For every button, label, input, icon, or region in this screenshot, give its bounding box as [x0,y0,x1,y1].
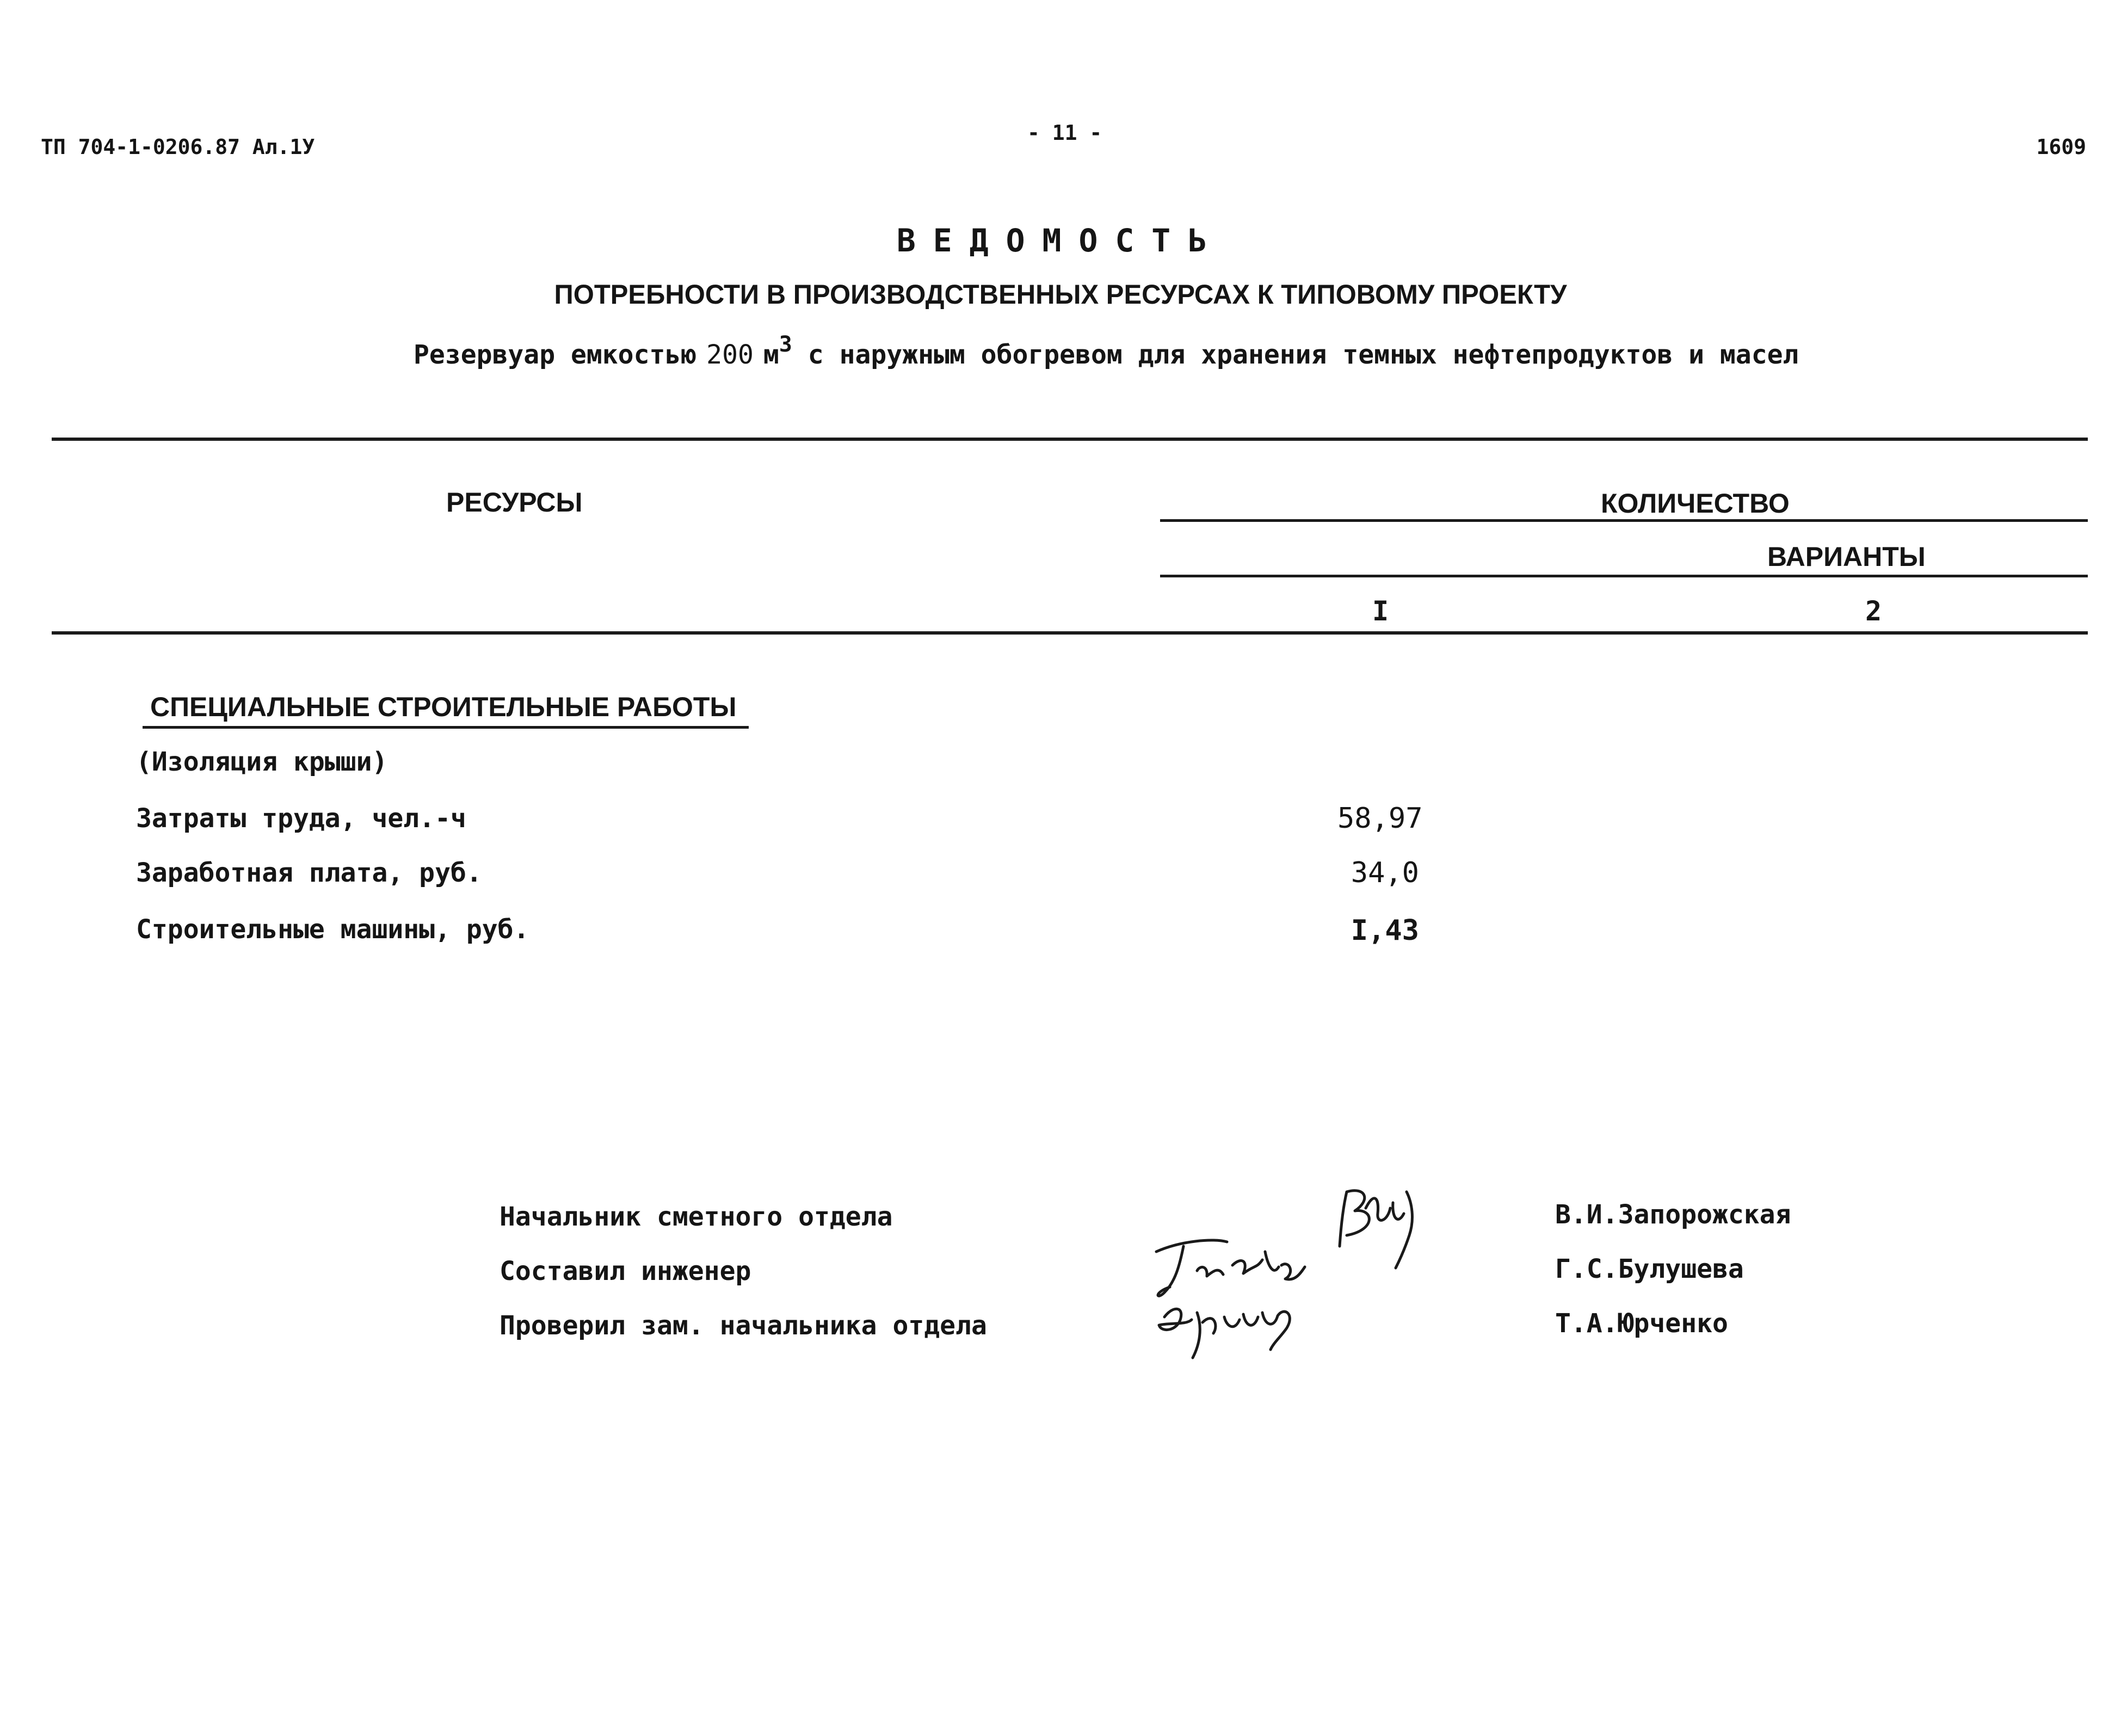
description-suffix: с наружным обогревом для хранения темных нефтепродуктов и масел [807,340,1799,370]
sheet-number: 1609 [2036,135,2086,159]
section-note: (Изоляция крыши) [136,747,388,777]
section-title-underline [143,726,749,729]
handwritten-signatures [1132,1170,1469,1377]
table-header-bottom-rule [52,631,2088,635]
signatory-name-compiler: Г.С.Булушева [1555,1254,1744,1284]
table-top-rule [52,438,2088,441]
row-value-wages: 34,0 [1351,857,1419,889]
signatory-name-checker: Т.А.Юрченко [1555,1308,1728,1339]
page-number: - 11 - [1027,121,1102,145]
row-label-machines: Строительные машины, руб. [136,914,529,945]
column-header-resources: РЕСУРСЫ [446,487,583,518]
signature-checker [1159,1309,1290,1358]
description-prefix: Резервуар емкостью [414,340,697,370]
signature-head [1340,1191,1412,1268]
description-unit-power: 3 [779,332,792,357]
signature-compiler [1156,1240,1305,1296]
column-header-quantity: КОЛИЧЕСТВО [1601,488,1790,519]
description-unit: м [763,340,779,370]
variants-rule [1160,575,2088,577]
quantity-rule [1160,519,2088,522]
document-subtitle: ПОТРЕБНОСТИ В ПРОИЗВОДСТВЕННЫХ РЕСУРСАХ К ТИПОВОМУ ПРОЕКТУ [554,279,1567,310]
signatory-name-head: В.И.Запорожская [1555,1199,1791,1230]
description-volume: 200 [706,340,754,370]
signatory-title-checker: Проверил зам. начальника отдела [500,1310,987,1341]
row-label-wages: Заработная плата, руб. [136,858,482,888]
signatory-title-compiler: Составил инженер [500,1256,751,1286]
document-code: ТП 704-1-0206.87 Ал.1У [41,135,315,159]
signatory-title-head: Начальник сметного отдела [500,1202,893,1232]
project-description [414,332,1798,370]
section-title: СПЕЦИАЛЬНЫЕ СТРОИТЕЛЬНЫЕ РАБОТЫ [150,692,737,722]
row-value-machines: I,43 [1351,914,1419,947]
column-header-variants: ВАРИАНТЫ [1767,541,1926,572]
row-value-labor: 58,97 [1337,802,1423,835]
row-label-labor: Затраты труда, чел.-ч [136,803,466,834]
document-title: ВЕДОМОСТЬ [896,222,1225,259]
column-header-variant-2: 2 [1865,595,1882,627]
column-header-variant-1: I [1372,595,1389,627]
